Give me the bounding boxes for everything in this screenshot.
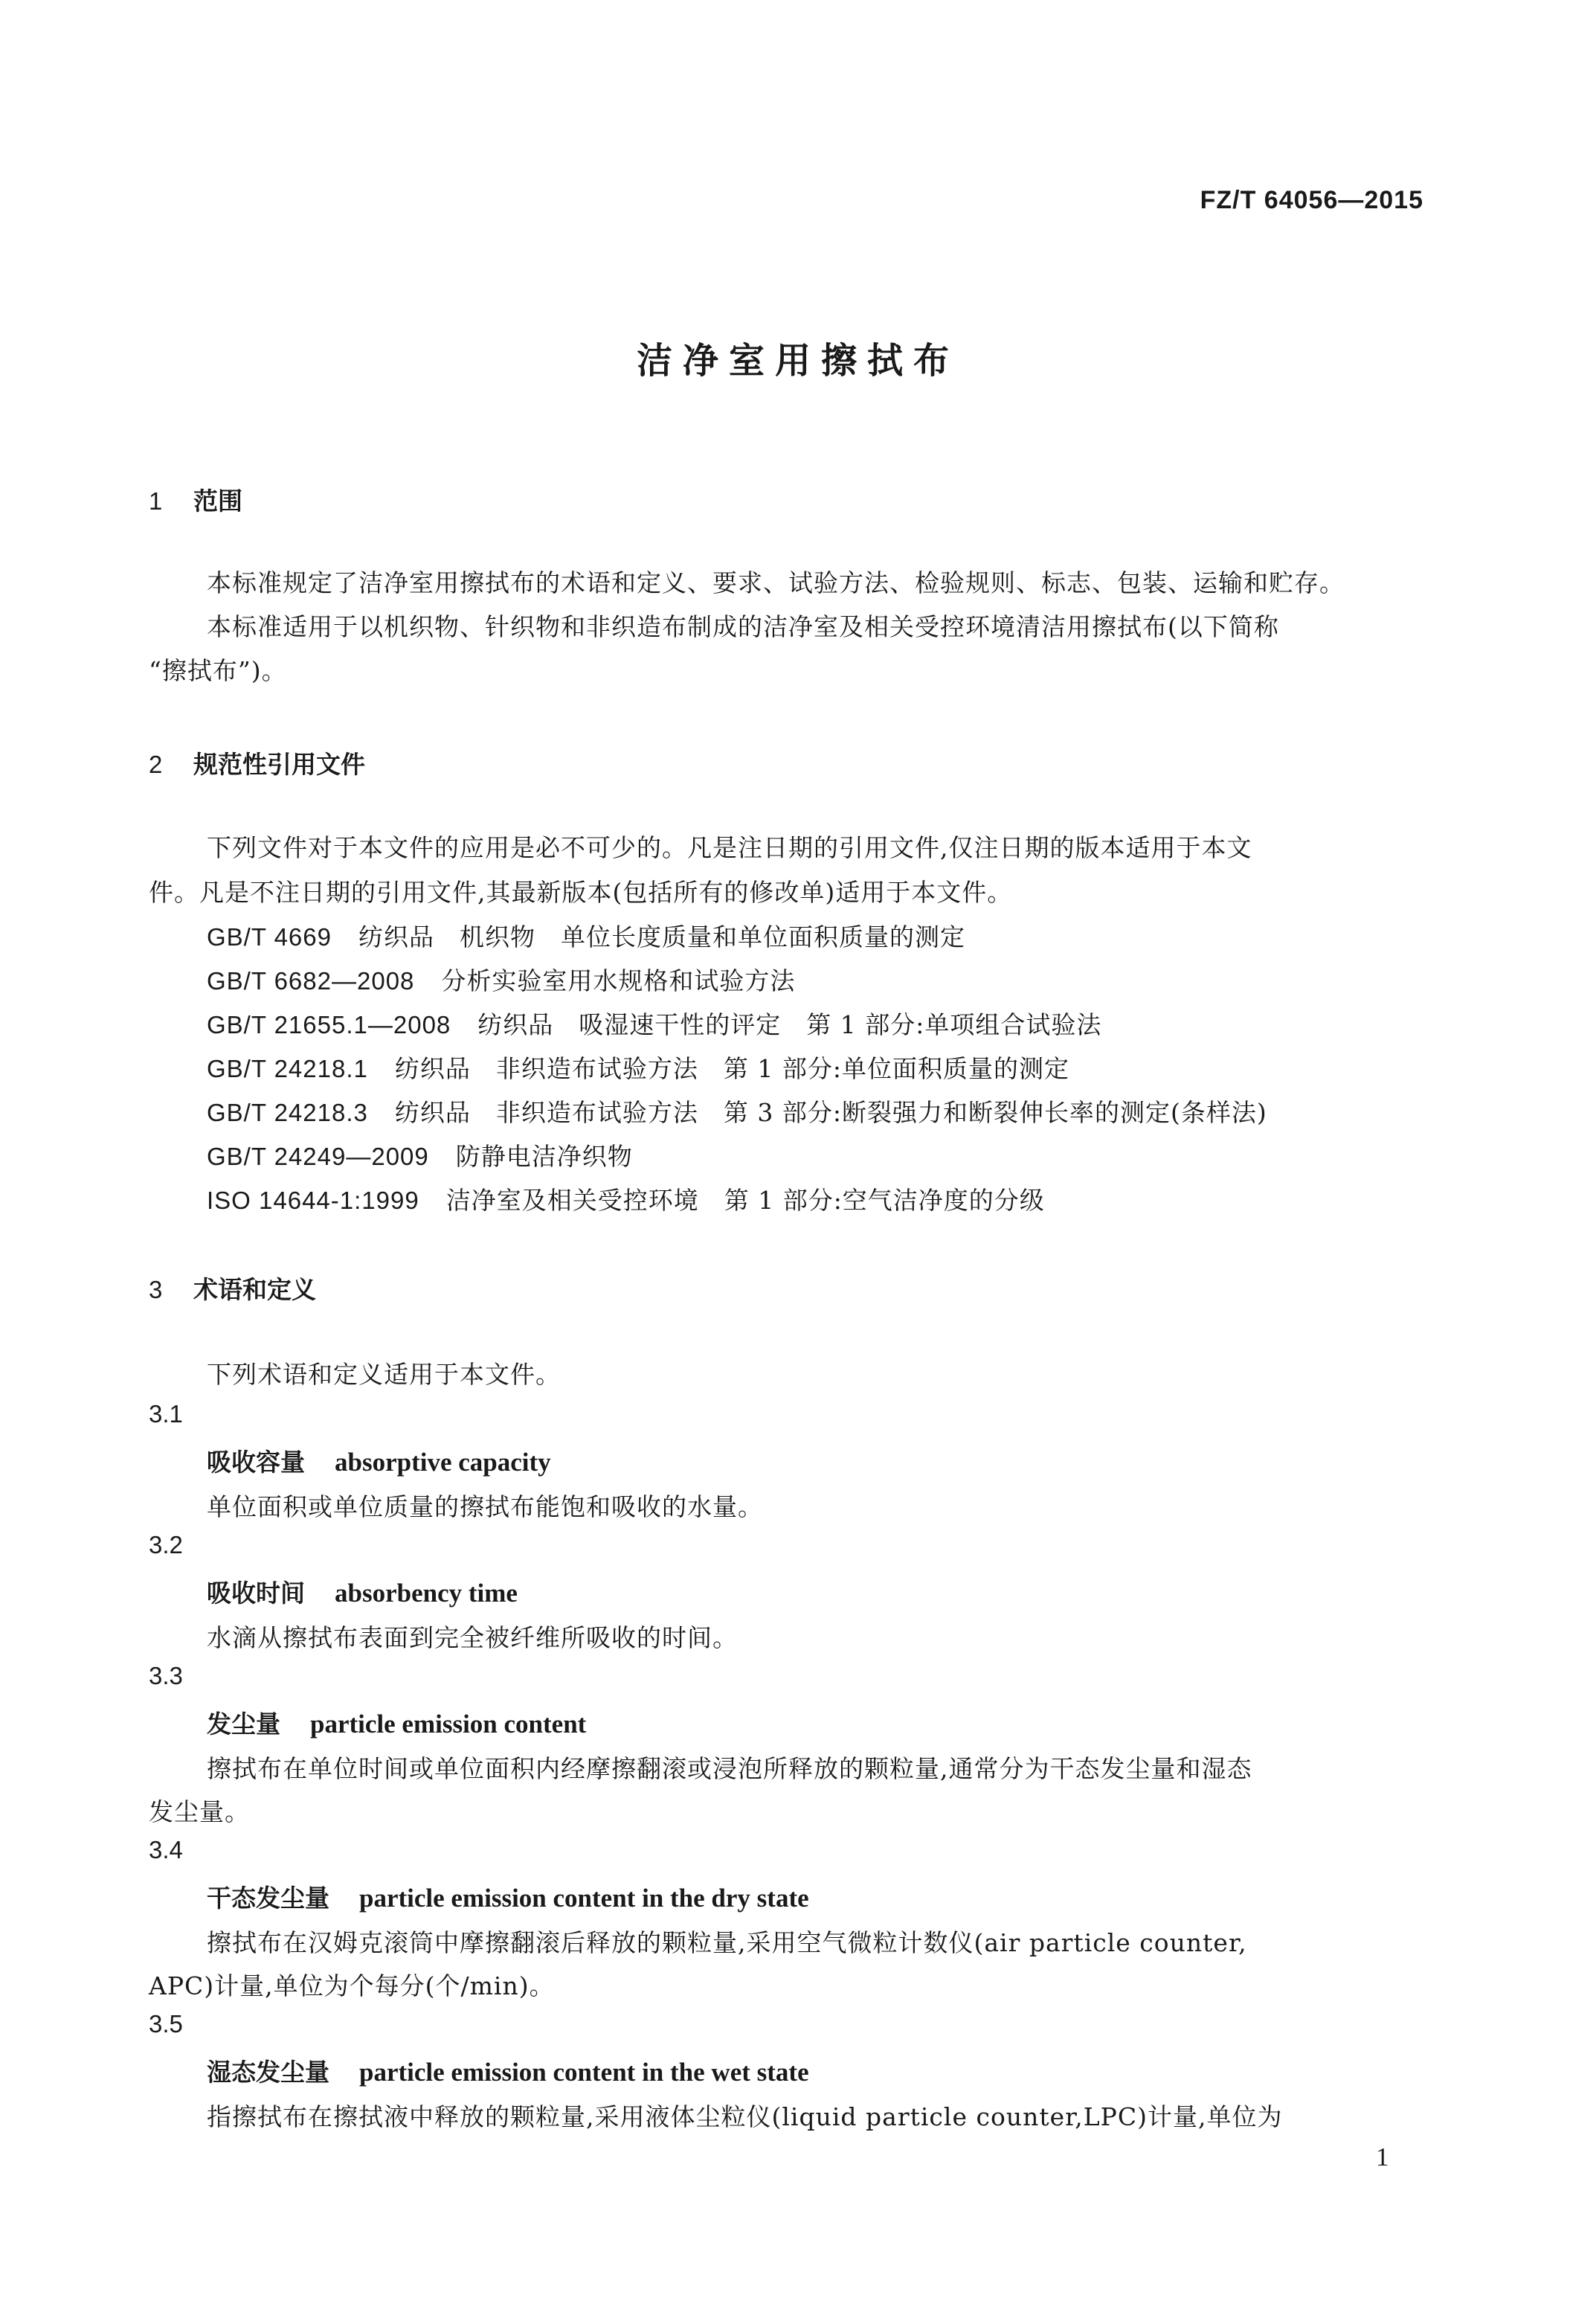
term-definition-continuation: APC)计量,单位为个每分(个/min)。 <box>149 1971 555 2000</box>
term-en: absorptive capacity <box>335 1448 551 1477</box>
section-title: 术语和定义 <box>193 1275 316 1304</box>
section-number: 3 <box>149 1276 163 1303</box>
term-en: particle emission content <box>310 1710 587 1739</box>
page-title: 洁净室用擦拭布 <box>636 340 959 382</box>
paragraph-continuation: “擦拭布”)。 <box>149 656 287 685</box>
term-definition: 指擦拭布在擦拭液中释放的颗粒量,采用液体尘粒仪(liquid particle counter,LPC)计量,单位为 <box>207 2102 1283 2131</box>
term-cn: 吸收容量 <box>207 1448 305 1477</box>
term-cn: 湿态发尘量 <box>207 2058 329 2087</box>
reference-title: 洁净室及相关受控环境 第 1 部分:空气洁净度的分级 <box>445 1186 1045 1215</box>
standard-number: FZ/T 64056—2015 <box>1200 186 1423 214</box>
term-en: particle emission content in the wet state <box>359 2058 809 2087</box>
term-definition: 单位面积或单位质量的擦拭布能饱和吸收的水量。 <box>207 1492 763 1521</box>
term-definition: 擦拭布在汉姆克滚筒中摩擦翻滚后释放的颗粒量,采用空气微粒计数仪(air particle counter, <box>207 1928 1247 1957</box>
paragraph: 本标准适用于以机织物、针织物和非织造布制成的洁净室及相关受控环境清洁用擦拭布(以下简称 <box>207 612 1279 641</box>
term-cn: 吸收时间 <box>207 1579 305 1608</box>
subclause-number: 3.2 <box>149 1531 183 1558</box>
term-en: particle emission content in the dry state <box>359 1884 809 1913</box>
section-2-heading <box>149 745 365 780</box>
term-en: absorbency time <box>335 1579 518 1608</box>
term-heading <box>207 1879 809 1914</box>
reference-title: 防静电洁净织物 <box>455 1142 633 1171</box>
term-definition: 水滴从擦拭布表面到完全被纤维所吸收的时间。 <box>207 1623 738 1652</box>
reference-code: GB/T 6682—2008 <box>207 967 415 995</box>
subclause-number: 3.4 <box>149 1836 183 1863</box>
reference-item <box>207 1181 1045 1216</box>
reference-item <box>207 1137 633 1172</box>
reference-item <box>207 918 965 953</box>
term-cn: 发尘量 <box>207 1710 280 1739</box>
section-number: 2 <box>149 751 163 778</box>
reference-code: ISO 14644-1:1999 <box>207 1187 419 1214</box>
reference-title: 纺织品 机织物 单位长度质量和单位面积质量的测定 <box>358 922 965 951</box>
paragraph-continuation: 件。凡是不注日期的引用文件,其最新版本(包括所有的修改单)适用于本文件。 <box>149 878 1013 907</box>
section-3-heading <box>149 1271 316 1306</box>
reference-item <box>207 962 795 997</box>
section-number: 1 <box>149 487 163 515</box>
term-heading <box>207 1705 586 1740</box>
paragraph: 下列术语和定义适用于本文件。 <box>207 1360 561 1389</box>
paragraph: 下列文件对于本文件的应用是必不可少的。凡是注日期的引用文件,仅注日期的版本适用于本文 <box>207 833 1252 862</box>
reference-title: 纺织品 吸湿速干性的评定 第 1 部分:单项组合试验法 <box>477 1010 1102 1039</box>
term-heading <box>207 2053 809 2088</box>
reference-item <box>207 1094 1267 1129</box>
section-title: 范围 <box>193 487 242 516</box>
term-cn: 干态发尘量 <box>207 1884 329 1913</box>
paragraph: 本标准规定了洁净室用擦拭布的术语和定义、要求、试验方法、检验规则、标志、包装、运输和贮存。 <box>207 568 1345 597</box>
reference-code: GB/T 24249—2009 <box>207 1143 429 1170</box>
term-definition-continuation: 发尘量。 <box>149 1797 250 1826</box>
reference-item <box>207 1006 1101 1041</box>
reference-title: 纺织品 非织造布试验方法 第 1 部分:单位面积质量的测定 <box>394 1054 1069 1083</box>
reference-item <box>207 1050 1069 1085</box>
subclause-number: 3.5 <box>149 2010 183 2038</box>
section-1-heading <box>149 482 242 517</box>
subclause-number: 3.3 <box>149 1662 183 1689</box>
reference-code: GB/T 21655.1—2008 <box>207 1011 451 1038</box>
reference-code: GB/T 24218.3 <box>207 1099 368 1126</box>
term-definition: 擦拭布在单位时间或单位面积内经摩擦翻滚或浸泡所释放的颗粒量,通常分为干态发尘量和湿态 <box>207 1754 1252 1783</box>
reference-title: 纺织品 非织造布试验方法 第 3 部分:断裂强力和断裂伸长率的测定(条样法) <box>394 1098 1267 1127</box>
page-number: 1 <box>1376 2142 1389 2171</box>
subclause-number: 3.1 <box>149 1400 183 1428</box>
reference-code: GB/T 24218.1 <box>207 1055 368 1082</box>
section-title: 规范性引用文件 <box>193 750 365 779</box>
term-heading <box>207 1443 551 1478</box>
term-heading <box>207 1574 518 1609</box>
reference-code: GB/T 4669 <box>207 923 332 951</box>
reference-title: 分析实验室用水规格和试验方法 <box>441 966 796 995</box>
